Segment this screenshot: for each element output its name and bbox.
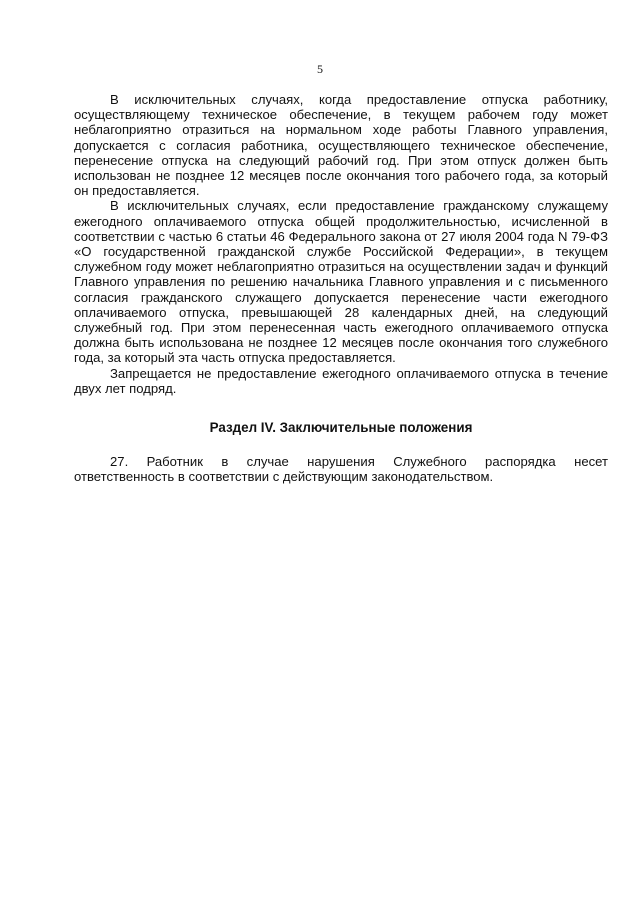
section-heading: Раздел IV. Заключительные положения xyxy=(209,420,473,436)
paragraph-liability: 27. Работник в случае нарушения Служебного распорядка несет ответственность в соответствии с действующим законодательством. xyxy=(74,454,608,485)
paragraph-vacation-prohibition: Запрещается не предоставление ежегодного оплачиваемого отпуска в течение двух лет подряд. xyxy=(74,365,608,396)
document-body xyxy=(74,92,608,485)
paragraph-vacation-transfer-civil-servant: В исключительных случаях, если предоставление гражданскому служащему ежегодного оплачиваемого отпуска общей продолжительностью, исчисленной в соответствии с частью 6 статьи 46 Федерального закона от 27 июля 2004 года N 79-ФЗ «О государственной гражданской службе Российской Федерации», в текущем служебном году может неблагоприятно отразиться на осуществлении задач и функций Главного управления по решению начальника Главного управления и с письменного согласия гражданского служащего допускается перенесение части ежегодного оплачиваемого отпуска, превышающей 28 календарных дней, на следующий служебный год. При этом перенесенная часть ежегодного оплачиваемого отпуска должна быть использована не позднее 12 месяцев после окончания того служебного года, за который эта часть отпуска предоставляется. xyxy=(74,198,608,366)
page-number: 5 xyxy=(317,62,323,76)
paragraph-vacation-transfer-technical-staff: В исключительных случаях, когда предоставление отпуска работнику, осуществляющему техническое обеспечение, в текущем рабочем году может неблагоприятно отразиться на нормальном ходе работы Главного управления, допускается с согласия работника, осуществляющего техническое обеспечение, перенесение отпуска на следующий рабочий год. При этом отпуск должен быть использован не позднее 12 месяцев после окончания того рабочего года, за который он предоставляется. xyxy=(74,92,608,199)
